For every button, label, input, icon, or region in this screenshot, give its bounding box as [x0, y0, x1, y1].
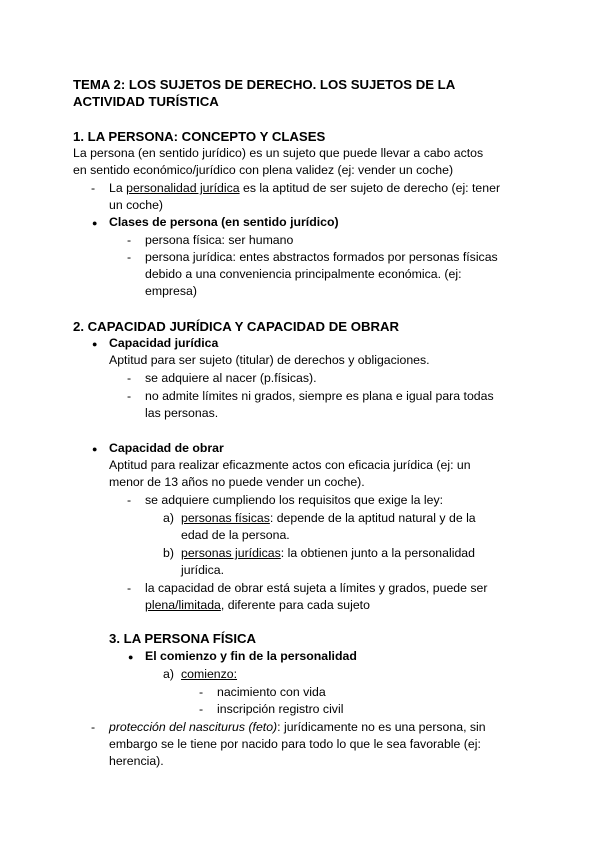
text-fragment: : jurídicamente no es una persona, sin [277, 720, 486, 734]
s2-personas-fisicas-line-2: edad de la persona. [181, 528, 290, 542]
s3-inscripcion: inscripción registro civil [217, 702, 344, 716]
dash-marker: - [91, 181, 96, 195]
dash-marker: - [127, 371, 132, 385]
text-fragment: : la obtienen junto a la personalidad [280, 546, 475, 560]
section-3-heading: 3. LA PERSONA FÍSICA [109, 631, 257, 646]
s1-persona-juridica-line-2: debido a una conveniencia principalmente económica. (ej: [145, 267, 462, 281]
s1-persona-juridica-line-3: empresa) [145, 284, 197, 298]
section-2-heading: 2. CAPACIDAD JURÍDICA Y CAPACIDAD DE OBRAR [73, 319, 400, 334]
dash-marker: - [199, 685, 204, 699]
section-1-heading: 1. LA PERSONA: CONCEPTO Y CLASES [73, 129, 326, 144]
s2-cj-item-1: se adquiere al nacer (p.físicas). [145, 371, 317, 385]
s3-comienzo-fin-heading: El comienzo y fin de la personalidad [145, 649, 357, 663]
bullet-marker: ● [128, 652, 134, 662]
list-letter-b: b) [163, 546, 174, 560]
list-letter-a: a) [163, 667, 174, 681]
dash-marker: - [91, 720, 96, 734]
s2-capacidad-obrar-desc-line-2: menor de 13 años no puede vender un coche). [109, 475, 365, 489]
term-plena-limitada: plena/limitada [145, 598, 221, 612]
s1-persona-fisica: persona física: ser humano [145, 233, 294, 247]
bullet-marker: ● [92, 444, 98, 454]
s2-co-item-2-line-2 [145, 597, 370, 614]
s2-capacidad-obrar-desc-line-1: Aptitud para realizar eficazmente actos con eficacia jurídica (ej: un [109, 458, 471, 472]
list-letter-a: a) [163, 511, 174, 525]
document-title-line-2: ACTIVIDAD TURÍSTICA [73, 94, 219, 109]
s1-clases-heading: Clases de persona (en sentido jurídico) [109, 215, 339, 229]
bullet-marker: ● [92, 339, 98, 349]
s3-proteccion-line-1 [109, 719, 486, 736]
s2-capacidad-juridica-desc: Aptitud para ser sujeto (titular) de derechos y obligaciones. [109, 353, 430, 367]
s2-co-item-2-line-1: la capacidad de obrar está sujeta a límites y grados, puede ser [145, 581, 488, 595]
document-title-line-1: TEMA 2: LOS SUJETOS DE DERECHO. LOS SUJETOS DE LA [73, 77, 456, 92]
dash-marker: - [127, 250, 132, 264]
s3-proteccion-line-3: herencia). [109, 754, 164, 768]
s1-intro-line-1: La persona (en sentido jurídico) es un sujeto que puede llevar a cabo actos [73, 146, 484, 160]
text-fragment: , diferente para cada sujeto [220, 598, 370, 612]
term-personalidad-juridica: personalidad jurídica [126, 181, 240, 195]
text-fragment: : depende de la aptitud natural y de la [269, 511, 476, 525]
text-fragment: La [109, 181, 127, 195]
term-personas-juridicas: personas jurídicas [181, 546, 281, 560]
dash-marker: - [127, 581, 132, 595]
s2-personas-fisicas-line-1 [181, 510, 476, 527]
term-personas-fisicas: personas físicas [181, 511, 270, 525]
s2-personas-juridicas-line-1 [181, 545, 475, 562]
s2-cj-item-2-line-1: no admite límites ni grados, siempre es plana e igual para todas [145, 389, 494, 403]
s3-comienzo-label: comienzo: [181, 667, 238, 681]
s2-personas-juridicas-line-2: jurídica. [181, 563, 225, 577]
bullet-marker: ● [92, 218, 98, 228]
s1-intro-line-2: en sentido económico/jurídico con plena validez (ej: vender un coche) [73, 163, 454, 177]
text-fragment: es la aptitud de ser sujeto de derecho (ej: tener [239, 181, 501, 195]
s2-cj-item-2-line-2: las personas. [145, 406, 219, 420]
dash-marker: - [127, 233, 132, 247]
s1-persona-juridica-line-1: persona jurídica: entes abstractos formados por personas físicas [145, 250, 498, 264]
dash-marker: - [199, 702, 204, 716]
s3-nacimiento: nacimiento con vida [217, 685, 326, 699]
dash-marker: - [127, 389, 132, 403]
s2-capacidad-juridica-heading: Capacidad jurídica [109, 336, 219, 350]
dash-marker: - [127, 493, 132, 507]
s1-personalidad-juridica-line-1 [109, 180, 500, 197]
term-nasciturus: protección del nasciturus (feto) [109, 720, 278, 734]
s3-proteccion-line-2: embargo se le tiene por nacido para todo lo que le sea favorable (ej: [109, 737, 481, 751]
s2-co-item-1: se adquiere cumpliendo los requisitos que exige la ley: [145, 493, 444, 507]
s2-capacidad-obrar-heading: Capacidad de obrar [109, 441, 224, 455]
s1-personalidad-juridica-line-2: un coche) [109, 198, 164, 212]
